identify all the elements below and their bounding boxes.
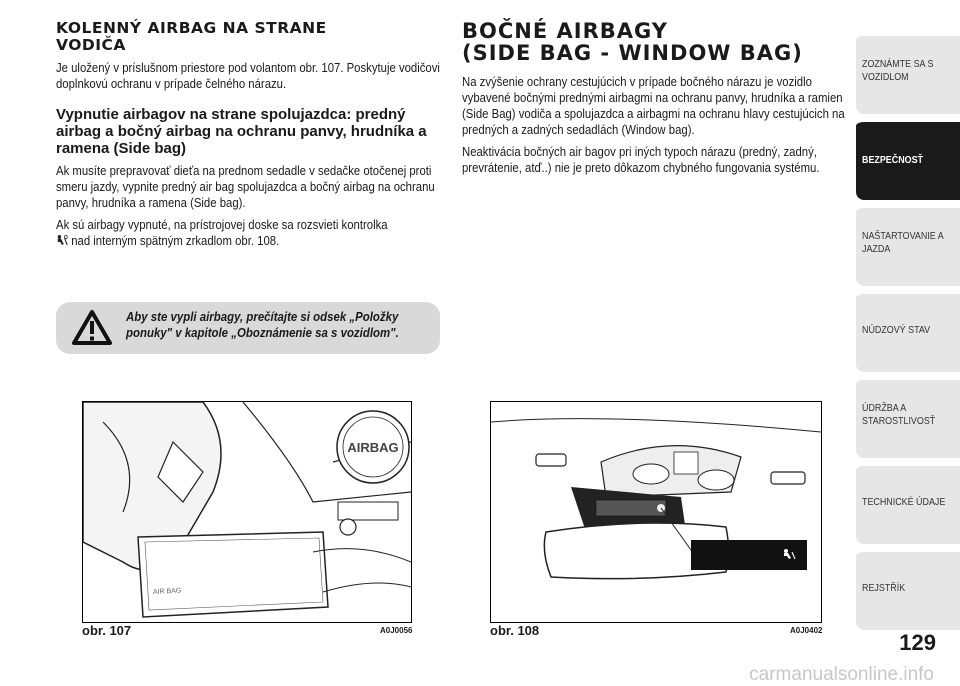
figure-rear-mirror-indicator — [490, 401, 822, 623]
tab-zoznamte-sa-s-vozidlom[interactable]: ZOZNÁMTE SA S VOZIDLOM — [856, 32, 960, 114]
left-column — [56, 20, 446, 249]
tab-udrzba-a-starostlivost[interactable]: ÚDRŽBA A STAROSTLIVOSŤ — [856, 376, 960, 458]
figure-code-108: A0J0402 — [790, 626, 823, 635]
airbag-label: AIRBAG — [347, 440, 399, 455]
knee-airbag-label: AIR BAG — [152, 587, 182, 596]
paragraph-side-airbags: Na zvýšenie ochrany cestujúcich v prípade bočného nárazu je vozidlo vybavené bočnými prednými airbagmi na ochranu panvy, hrudníka a ramien (Side Bag) vodiča a spolujazdca a airbagmi na ochranu hlavy cestujúcich na predných a zadných sedadlách (Window bag). — [462, 74, 845, 137]
watermark: carmanualsonline.info — [749, 664, 934, 685]
tab-nudzovy-stav[interactable]: NÚDZOVÝ STAV — [856, 290, 960, 372]
section-heading-side-airbags: BOČNÉ AIRBAGY (SIDE BAG - WINDOW BAG) — [462, 19, 803, 65]
paragraph-side-airbags-note: Neaktivácia bočných air bagov pri iných typoch nárazu (predný, zadný, prevrátenie, atď..) nie je preto dôkazom chybného fungovania systému. — [462, 144, 820, 175]
warning-triangle-icon — [72, 310, 112, 346]
tab-bezpecnost[interactable]: BEZPEČNOSŤ — [856, 118, 960, 200]
figure-code-107: A0J0056 — [380, 626, 413, 635]
knee-airbag-illustration — [83, 402, 411, 622]
figure-caption-107: obr. 107 — [82, 623, 132, 638]
page-number: 129 — [899, 630, 936, 655]
paragraph-deactivation: Ak musíte prepravovať dieťa na prednom sedadle v sedačke otočenej proti smeru jazdy, vypnite predný air bag spolujazdca a bočný airbag na ochranu panvy, hrudníka a ramena (Side bag). — [56, 163, 435, 210]
right-column — [462, 20, 854, 176]
paragraph-knee-airbag: Je uložený v príslušnom priestore pod volantom obr. 107. Poskytuje vodičovi doplnkovú ochranu v prípade čelného nárazu. — [56, 60, 440, 91]
tab-nastartovanie-a-jazda[interactable]: NAŠTARTOVANIE A JAZDA — [856, 204, 960, 286]
airbag-off-indicator-icon — [56, 234, 68, 246]
figure-knee-airbag — [82, 401, 412, 623]
subheading-deactivation: Vypnutie airbagov na strane spolujazdca: predný airbag a bočný airbag na ochranu panvy, hrudníka a ramena (Side bag) — [56, 106, 427, 157]
warning-note — [56, 302, 440, 354]
indicator-callout — [691, 540, 807, 570]
figure-caption-108: obr. 108 — [490, 623, 540, 638]
tab-technicke-udaje[interactable]: TECHNICKÉ ÚDAJE — [856, 462, 960, 544]
section-heading-knee-airbag: KOLENNÝ AIRBAG NA STRANE VODIČA — [56, 19, 327, 54]
warning-text: Aby ste vypli airbagy, prečítajte si odsek „Položky ponuky" v kapitole „Oboznámenie sa s vozidlom". — [126, 309, 399, 340]
paragraph-warning-light: Ak sú airbagy vypnuté, na prístrojovej doske sa rozsvieti kontrolka nad interným spätným zrkadlom obr. 108. — [56, 217, 388, 248]
tab-rejstrik[interactable]: REJSTŘÍK — [856, 548, 960, 630]
mirror-indicator-illustration — [491, 402, 821, 622]
